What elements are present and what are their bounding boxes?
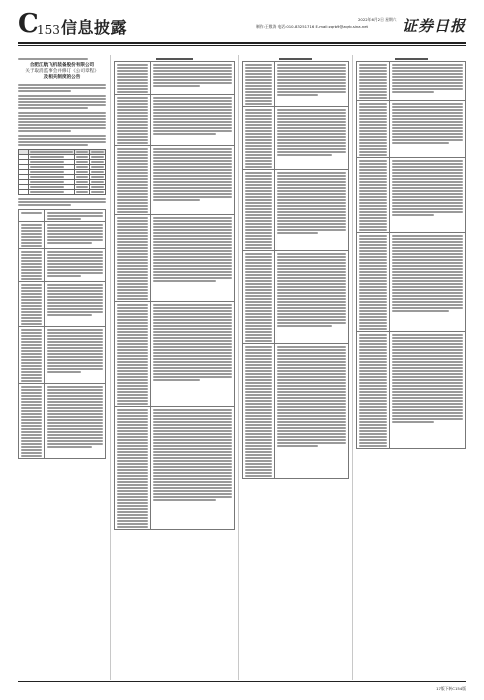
section-title: 信息披露 (61, 18, 128, 37)
comparison-table (18, 209, 106, 459)
text-block (18, 135, 106, 146)
column-divider (238, 55, 239, 680)
comparison-table (242, 61, 349, 479)
date-line: 2022年6月2日 星期六 (358, 17, 397, 22)
section-letter: C (18, 9, 39, 39)
column-divider (110, 55, 111, 680)
text-block (18, 84, 106, 92)
column-1 (18, 55, 106, 680)
text-block (18, 112, 106, 132)
announcement-subtitle: 及相关制度的公告 (43, 75, 81, 80)
column-2 (114, 55, 235, 680)
continued-note: 17版下转C154版 (436, 686, 466, 691)
masthead (18, 9, 466, 40)
column-3 (242, 55, 349, 680)
column-4 (356, 55, 466, 680)
header-rule-thin (18, 45, 466, 46)
company-name: 合肥江航飞机装备股份有限公司 (29, 63, 95, 68)
announcement-title: 关于取消监事会并修订《公司章程》 (25, 69, 99, 74)
column-divider (352, 55, 353, 680)
footer-rule (18, 681, 466, 682)
stock-code-line (18, 58, 106, 60)
editor-line: 制作:王敬涛 电话:010-83251716 E-mail:zqrb9@zqrb.sina.net (256, 24, 369, 29)
newspaper-logo: 证券日报 (401, 17, 466, 35)
comparison-table (356, 61, 466, 449)
comparison-table (114, 61, 235, 530)
text-block (18, 198, 106, 206)
header-rule (18, 42, 466, 44)
page-number: 153 (37, 23, 60, 37)
announcement-heading (18, 63, 106, 81)
summary-table (18, 149, 106, 195)
text-block (18, 95, 106, 109)
